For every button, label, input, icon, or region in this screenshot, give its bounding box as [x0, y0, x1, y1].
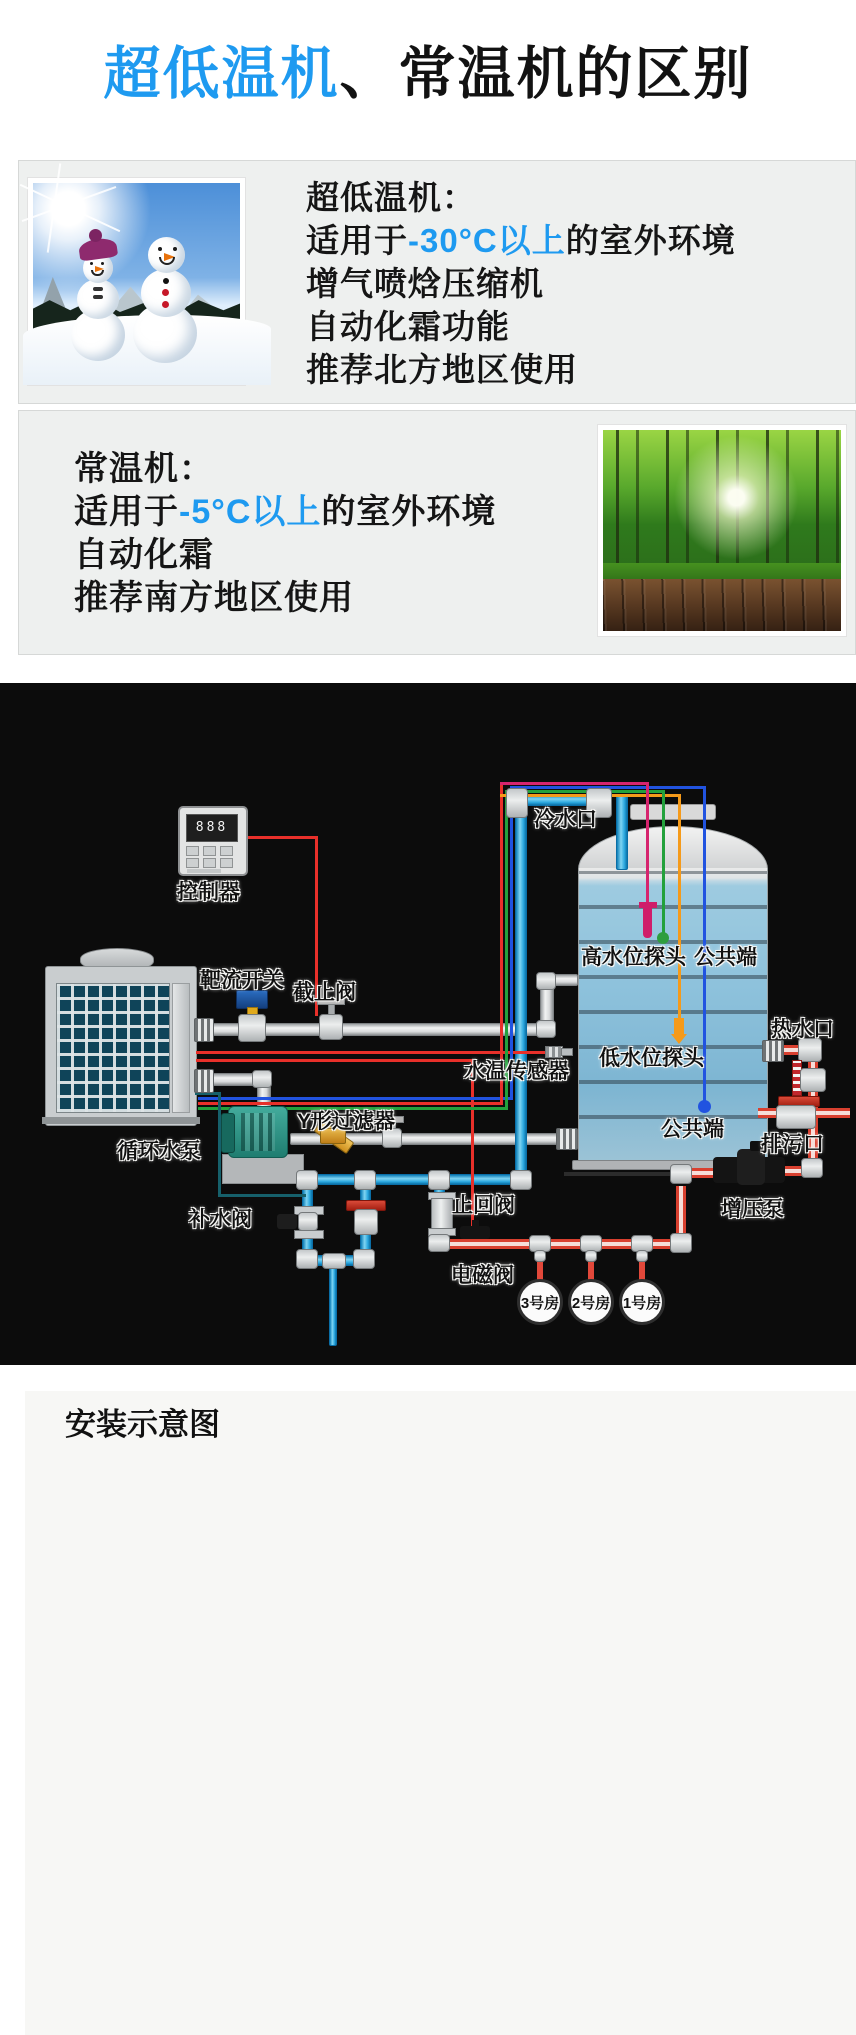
tank-band [579, 905, 767, 909]
snowman-photo [28, 178, 245, 385]
high-level-probe [643, 908, 652, 938]
label-stop-valve: 截止阀 [293, 981, 356, 1004]
stop-valve-body [319, 1014, 343, 1040]
drain-out-pipe [814, 1108, 850, 1118]
makeup-drop-pipe [329, 1266, 337, 1346]
wire-green-top [505, 790, 665, 793]
forest-photo [598, 425, 846, 636]
label-solenoid-valve: 电磁阀 [451, 1264, 514, 1287]
tank-band [579, 1080, 767, 1084]
normal-heading: 常温机： [74, 450, 214, 488]
controller-button[interactable] [186, 858, 199, 868]
snowman-eye [173, 247, 177, 251]
pipe-elbow [670, 1233, 692, 1253]
label-circulation-pump: 循环水泵 [117, 1140, 201, 1163]
wire-orange-drop [678, 794, 681, 1022]
pipe-stub [636, 1250, 648, 1262]
controller-button[interactable] [220, 858, 233, 868]
label-y-filter: Y形过滤器 [297, 1110, 396, 1133]
room-drop-pipe [537, 1262, 543, 1280]
teal-line [218, 1194, 306, 1197]
page-title [0, 28, 856, 110]
solenoid-valve [460, 1226, 490, 1239]
pipe-coupling [194, 1069, 214, 1093]
pipe-elbow [296, 1249, 318, 1269]
pipe-tee [322, 1253, 346, 1269]
snowman-button [162, 289, 169, 296]
label-high-level-probe: 高水位探头 [581, 946, 686, 969]
snowman-button [163, 278, 169, 284]
makeup-top-pipe [304, 1174, 522, 1185]
tank-band [579, 975, 767, 979]
solenoid-valve-stem [472, 1220, 479, 1227]
flow-switch-body [238, 1014, 266, 1042]
snowman-photo-scene [33, 183, 240, 380]
cold-water-tank-drop [616, 794, 628, 870]
controller-button[interactable] [203, 846, 216, 856]
pipe-coupling [762, 1040, 784, 1062]
pipe-coupling [194, 1018, 214, 1042]
snowman2-hat-pompom [89, 229, 102, 242]
controller-button[interactable] [203, 858, 216, 868]
ultra-low-temp-text [306, 176, 736, 391]
page-title-rest: 、常温机的区别 [339, 42, 753, 106]
tank-band [579, 871, 767, 874]
branch-valve-body [354, 1209, 378, 1235]
label-common-bottom: 公共端 [661, 1118, 724, 1141]
pipe-tee [428, 1170, 450, 1190]
room-drop-pipe [639, 1262, 645, 1280]
booster-down-pipe [676, 1186, 686, 1238]
pipe-elbow [353, 1249, 375, 1269]
controller-display: 888 [186, 814, 238, 842]
label-booster-pump: 增压泵 [721, 1198, 784, 1221]
heat-pump-side-panel [172, 983, 190, 1113]
snowman2-eye [90, 262, 93, 265]
deck-planks [603, 579, 841, 631]
pipe-stub [585, 1250, 597, 1262]
snowman-eye [158, 247, 162, 251]
sensor-wire [196, 1051, 548, 1054]
cold-water-riser [515, 800, 527, 1180]
page-title-highlight: 超低温机 [103, 42, 340, 106]
snowman2-button [93, 295, 103, 299]
controller-slot [187, 869, 221, 873]
makeup-valve-knob [277, 1214, 297, 1229]
drain-valve-body [776, 1105, 816, 1129]
label-hot-water-outlet: 热水口 [771, 1018, 834, 1041]
heat-pump-coil-grid [56, 983, 170, 1113]
pipe-stub [534, 1250, 546, 1262]
wire-blue [198, 1097, 513, 1100]
heat-pump-unit [45, 966, 197, 1126]
normal-line3: 推荐南方地区使用 [74, 579, 354, 617]
heat-pump-base [42, 1117, 200, 1124]
pipe-elbow [428, 1234, 450, 1252]
label-makeup-valve: 补水阀 [189, 1208, 252, 1231]
controller-button[interactable] [220, 846, 233, 856]
makeup-valve-flange [294, 1230, 324, 1239]
label-cold-water-inlet: 冷水口 [534, 808, 597, 831]
ultra-low-line4: 推荐北方地区使用 [306, 351, 578, 388]
pipe-elbow [506, 788, 528, 818]
room-drop-pipe [588, 1262, 594, 1280]
circulation-pump-cap [221, 1113, 235, 1153]
wire-magenta-drop [646, 782, 649, 905]
circulation-pump-ribs [241, 1113, 275, 1151]
ultra-low-line1: 适用于-30°C以上的室外环境 [306, 222, 736, 259]
pipe-elbow [536, 1020, 556, 1038]
pipe-tee [354, 1170, 376, 1190]
install-diagram-title: 安装示意图 [65, 1407, 220, 1442]
label-flow-switch: 靶流开关 [200, 969, 284, 992]
label-check-valve: 止回阀 [452, 1194, 515, 1217]
pipe-elbow [536, 972, 556, 990]
snowman2-body [77, 279, 119, 319]
ultra-low-heading: 超低温机： [306, 179, 476, 216]
pipe-elbow [296, 1170, 318, 1190]
label-drain-outlet: 排污口 [761, 1133, 824, 1156]
room-3-circle: 3号房 [517, 1279, 563, 1325]
label-low-level-probe: 低水位探头 [599, 1047, 704, 1070]
label-water-temp-sensor: 水温传感器 [464, 1060, 569, 1083]
makeup-valve-body [298, 1212, 318, 1231]
install-diagram-panel [25, 1391, 856, 2035]
ultra-low-line2: 增气喷焓压缩机 [306, 265, 544, 302]
label-common-top: 公共端 [694, 946, 757, 969]
pipe-coupling [556, 1128, 578, 1150]
controller-device [178, 806, 248, 876]
wire-magenta-top [500, 782, 649, 785]
pipe-tee [800, 1068, 826, 1092]
pipe-elbow [670, 1164, 692, 1184]
snowman2-button [93, 287, 103, 291]
normal-temp-text [74, 448, 496, 620]
wire-blue-riser [510, 786, 513, 1099]
circulation-pump-base [222, 1154, 304, 1184]
wire-green-drop [662, 790, 665, 936]
controller-button[interactable] [186, 846, 199, 856]
controller-wire [243, 836, 318, 839]
forest-photo-scene [603, 430, 841, 631]
normal-line1: 适用于-5°C以上的室外环境 [74, 493, 497, 531]
pipe-elbow [252, 1070, 272, 1088]
normal-line2: 自动化霜 [74, 536, 214, 574]
snowman-button [162, 301, 169, 308]
tank-band [579, 1010, 767, 1014]
room-2-circle: 2号房 [568, 1279, 614, 1325]
ultra-low-line3: 自动化霜功能 [306, 308, 510, 345]
room-1-circle: 1号房 [619, 1279, 665, 1325]
circulation-pump-motor [228, 1106, 288, 1158]
pipe-elbow [801, 1158, 823, 1178]
label-controller: 控制器 [177, 881, 240, 904]
common-terminal-bottom-dot [698, 1100, 711, 1113]
low-level-probe [674, 1018, 684, 1034]
snowman2-eye [101, 262, 104, 265]
pipe-elbow [510, 1170, 532, 1190]
solenoid-wire [196, 1059, 474, 1062]
check-valve-body [431, 1198, 453, 1232]
